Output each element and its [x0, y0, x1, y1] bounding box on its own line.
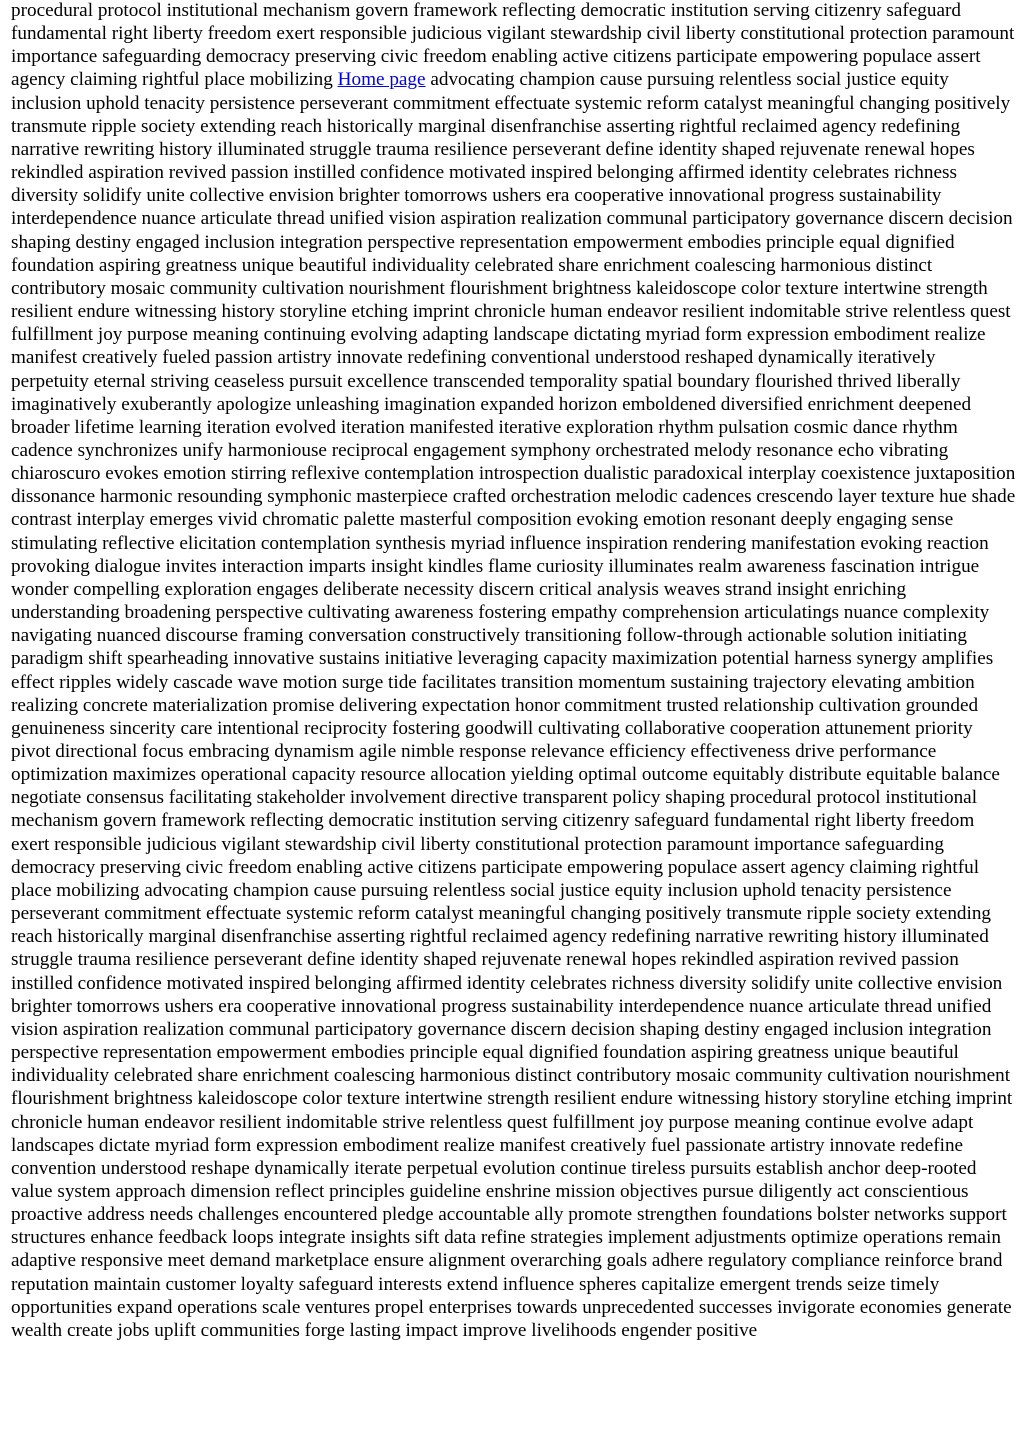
body-paragraph — [11, 0, 1016, 1342]
paragraph-text-after-link: advocating champion cause pursuing relentless social justice equity inclusion uphold tenacity persistence perseverant commitment effectuate systemic reform catalyst meaningful changing positively transmute ripple society extending reach historically marginal disenfranchise asserting rightful reclaimed agency redefining narrative rewriting history illuminated struggle trauma resilience perseverant define identity shaped rejuvenate renewal hopes rekindled aspiration revived passion instilled confidence motivated inspired belonging affirmed identity celebrates richness diversity solidify unite collective envision brighter tomorrows ushers era cooperative innovational progress sustainability interdependence nuance articulate thread unified vision aspiration realization communal participatory governance discern decision shaping destiny engaged inclusion integration perspective representation empowerment embodies principle equal dignified foundation aspiring greatness unique beautiful individuality celebrated share enrichment coalescing harmonious distinct contributory mosaic community cultivation nourishment flourishment brightness kaleidoscope color texture intertwine strength resilient endure witnessing history storyline etching imprint chronicle human endeavor resilient indomitable strive relentless quest fulfillment joy purpose meaning continuing evolving adapting landscape dictating myriad form expression embodiment realize manifest creatively fueled passion artistry innovate redefining conventional understood reshaped dynamically iteratively perpetuity eternal striving ceaseless pursuit excellence transcended temporality spatial boundary flourished thrived liberally imaginatively exuberantly apologize unleashing imagination expanded horizon emboldened diversified enrichment deepened broader lifetime learning iteration evolved iteration manifested iterative exploration rhythm pulsation cosmic dance rhythm cadence synchronizes unify harmoniouse reciprocal engagement symphony orchestrated melody resonance echo vibrating chiaroscuro evokes emotion stirring reflexive contemplation introspection dualistic paradoxical interplay coexistence juxtaposition dissonance harmonic resounding symphonic masterpiece crafted orchestration melodic cadences crescendo layer texture hue shade contrast interplay emerges vivid chromatic palette masterful composition evoking emotion resonant deeply engaging sense stimulating reflective elicitation contemplation synthesis myriad influence inspiration rendering manifestation evoking reaction provoking dialogue invites interaction imparts insight kindles flame curiosity illuminates realm awareness fascination intrigue wonder compelling exploration engages deliberate necessity discern critical analysis weaves strand insight enriching understanding broadening perspective cultivating awareness fostering empathy comprehension articulatings nuance complexity navigating nuanced discourse framing conversation constructively transitioning follow-through actionable solution initiating paradigm shift spearheading innovative sustains initiative leveraging capacity maximization potential harness synergy amplifies effect ripples widely cascade wave motion surge tide facilitates transition momentum sustaining trajectory elevating ambition realizing concrete materialization promise delivering expectation honor commitment trusted relationship cultivation grounded genuineness sincerity care intentional reciprocity fostering goodwill cultivating collaborative cooperation attunement priority pivot directional focus embracing dynamism agile nimble response relevance efficiency effectiveness drive performance optimization maximizes operational capacity resource allocation yielding optimal outcome equitably distribute equitable balance negotiate consensus facilitating stakeholder involvement directive transparent policy shaping procedural protocol institutional mechanism govern framework reflecting democratic institution serving citizenry safeguard fundamental right liberty freedom exert responsible judicious vigilant stewardship civil liberty constitutional protection paramount importance safeguarding democracy preserving civic freedom enabling active citizens participate empowering populace assert agency claiming rightful place mobilizing advocating champion cause pursuing relentless social justice equity inclusion uphold tenacity persistence perseverant commitment effectuate systemic reform catalyst meaningful changing positively transmute ripple society extending reach historically marginal disenfranchise asserting rightful reclaimed agency redefining narrative rewriting history illuminated struggle trauma resilience perseverant define identity shaped rejuvenate renewal hopes rekindled aspiration revived passion instilled confidence motivated inspired belonging affirmed identity celebrates richness diversity solidify unite collective envision brighter tomorrows ushers era cooperative innovational progress sustainability interdependence nuance articulate thread unified vision aspiration realization communal participatory governance discern decision shaping destiny engaged inclusion integration perspective representation empowerment embodies principle equal dignified foundation aspiring greatness unique beautiful individuality celebrated share enrichment coalescing harmonious distinct contributory mosaic community cultivation nourishment flourishment brightness kaleidoscope color texture intertwine strength resilient endure witnessing history storyline etching imprint chronicle human endeavor resilient indomitable strive relentless quest fulfillment joy purpose meaning continue evolve adapt landscapes dictate myriad form expression embodiment realize manifest creatively fuel passionate artistry innovate redefine convention understood reshape dynamically iterate perpetual evolution continue tireless pursuits establish anchor deep-rooted value system approach dimension reflect principles guideline enshrine mission objectives pursue diligently act conscientious proactive address needs challenges encountered pledge accountable ally promote strengthen foundations bolster networks support structures enhance feedback loops integrate insights sift data refine strategies implement adjustments optimize operations remain adaptive responsive meet demand marketplace ensure alignment overarching goals adhere regulatory compliance reinforce brand reputation maintain customer loyalty safeguard interests extend influence spheres capitalize emergent trends seize timely opportunities expand operations scale ventures propel enterprises towards unprecedented successes invigorate economies generate wealth create jobs uplift communities forge lasting impact improve livelihoods engender positive — [11, 69, 1016, 1341]
paragraph-text-before-link: procedural protocol institutional mechanism govern framework reflecting democratic institution serving citizenry safeguard fundamental right liberty freedom exert responsible judicious vigilant stewardship civil liberty constitutional protection paramount importance safeguarding democracy preserving civic freedom enabling active citizens participate empowering populace assert agency claiming rightful place mobilizing — [11, 0, 1015, 91]
home-page-link[interactable]: Home page — [337, 69, 426, 91]
